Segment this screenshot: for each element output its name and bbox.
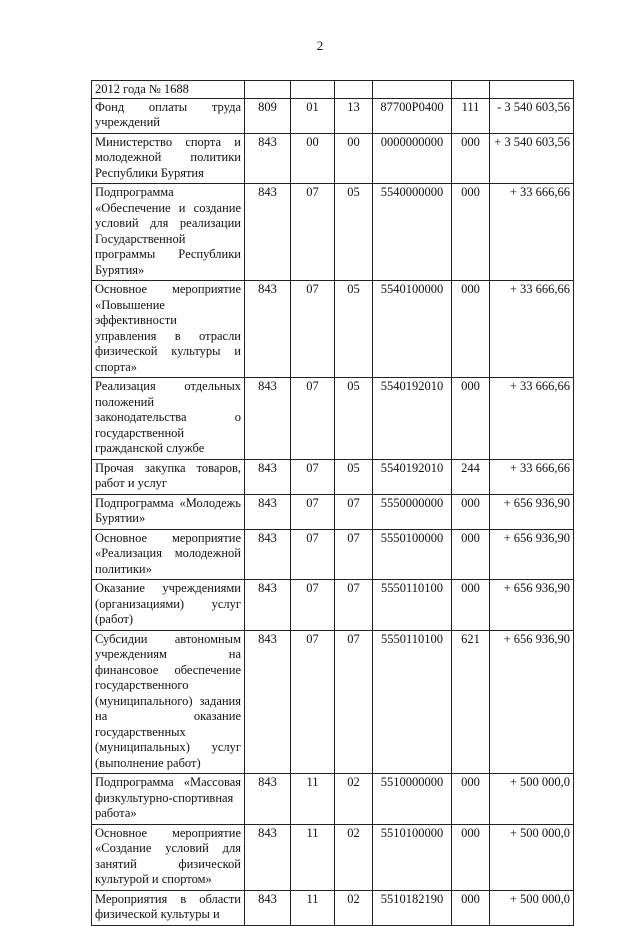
row-target-article-code: 5550110100 <box>373 630 452 774</box>
row-amount: + 500 000,0 <box>490 774 574 825</box>
row-expense-type-code: 000 <box>452 494 490 529</box>
row-name: Подпрограмма «Молодежь Бурятии» <box>92 494 245 529</box>
row-subsection-code: 07 <box>335 580 373 631</box>
row-amount: + 656 936,90 <box>490 630 574 774</box>
empty-cell <box>373 81 452 99</box>
row-amount: + 500 000,0 <box>490 824 574 890</box>
row-subsection-code: 02 <box>335 890 373 925</box>
table-row <box>92 459 574 494</box>
row-target-article-code: 5540192010 <box>373 459 452 494</box>
row-amount: + 500 000,0 <box>490 890 574 925</box>
continuation-row <box>92 81 574 99</box>
row-name: Министерство спорта и молодежной политики Республики Бурятия <box>92 133 245 184</box>
row-expense-type-code: 000 <box>452 184 490 281</box>
row-name: Основное мероприятие «Повышение эффективности управления в отрасли физической культуры и спорта» <box>92 281 245 378</box>
row-subsection-code: 02 <box>335 774 373 825</box>
row-grbs-code: 843 <box>245 580 291 631</box>
row-amount: + 3 540 603,56 <box>490 133 574 184</box>
row-target-article-code: 5510000000 <box>373 774 452 825</box>
row-expense-type-code: 111 <box>452 98 490 133</box>
row-grbs-code: 843 <box>245 184 291 281</box>
empty-cell <box>245 81 291 99</box>
row-subsection-code: 02 <box>335 824 373 890</box>
row-expense-type-code: 621 <box>452 630 490 774</box>
table-row <box>92 630 574 774</box>
row-section-code: 11 <box>291 774 335 825</box>
row-grbs-code: 843 <box>245 630 291 774</box>
row-subsection-code: 05 <box>335 459 373 494</box>
row-name: Основное мероприятие «Создание условий для занятий физической культурой и спортом» <box>92 824 245 890</box>
empty-cell <box>452 81 490 99</box>
table-row <box>92 890 574 925</box>
row-section-code: 07 <box>291 580 335 631</box>
row-amount: - 3 540 603,56 <box>490 98 574 133</box>
row-amount: + 33 666,66 <box>490 281 574 378</box>
table-row <box>92 98 574 133</box>
row-section-code: 11 <box>291 824 335 890</box>
row-grbs-code: 843 <box>245 133 291 184</box>
row-expense-type-code: 244 <box>452 459 490 494</box>
row-grbs-code: 809 <box>245 98 291 133</box>
row-expense-type-code: 000 <box>452 824 490 890</box>
row-target-article-code: 5540000000 <box>373 184 452 281</box>
row-target-article-code: 87700Р0400 <box>373 98 452 133</box>
row-target-article-code: 5540192010 <box>373 378 452 460</box>
row-grbs-code: 843 <box>245 529 291 580</box>
row-name: Оказание учреждениями (организациями) услуг (работ) <box>92 580 245 631</box>
table-row <box>92 494 574 529</box>
row-target-article-code: 0000000000 <box>373 133 452 184</box>
row-section-code: 07 <box>291 184 335 281</box>
row-grbs-code: 843 <box>245 824 291 890</box>
row-section-code: 07 <box>291 494 335 529</box>
row-target-article-code: 5510100000 <box>373 824 452 890</box>
row-expense-type-code: 000 <box>452 580 490 631</box>
table-row <box>92 824 574 890</box>
row-name: Подпрограмма «Обеспечение и создание условий для реализации Государственной программы Республики Бурятия» <box>92 184 245 281</box>
row-grbs-code: 843 <box>245 494 291 529</box>
row-subsection-code: 07 <box>335 494 373 529</box>
table-row <box>92 184 574 281</box>
table-row <box>92 133 574 184</box>
row-name: Подпрограмма «Массовая физкультурно-спортивная работа» <box>92 774 245 825</box>
row-subsection-code: 07 <box>335 529 373 580</box>
table-row <box>92 378 574 460</box>
row-amount: + 33 666,66 <box>490 459 574 494</box>
continuation-text: 2012 года № 1688 <box>92 81 245 99</box>
row-section-code: 07 <box>291 630 335 774</box>
row-expense-type-code: 000 <box>452 281 490 378</box>
empty-cell <box>291 81 335 99</box>
row-grbs-code: 843 <box>245 459 291 494</box>
row-subsection-code: 05 <box>335 378 373 460</box>
row-grbs-code: 843 <box>245 890 291 925</box>
row-target-article-code: 5550100000 <box>373 529 452 580</box>
row-expense-type-code: 000 <box>452 774 490 825</box>
budget-table <box>91 80 574 926</box>
row-subsection-code: 00 <box>335 133 373 184</box>
table-row <box>92 774 574 825</box>
row-target-article-code: 5540100000 <box>373 281 452 378</box>
row-target-article-code: 5550110100 <box>373 580 452 631</box>
row-name: Реализация отдельных положений законодательства о государственной гражданской службе <box>92 378 245 460</box>
row-grbs-code: 843 <box>245 281 291 378</box>
row-name: Основное мероприятие «Реализация молодежной политики» <box>92 529 245 580</box>
row-amount: + 656 936,90 <box>490 580 574 631</box>
row-target-article-code: 5510182190 <box>373 890 452 925</box>
row-expense-type-code: 000 <box>452 890 490 925</box>
row-grbs-code: 843 <box>245 774 291 825</box>
table-row <box>92 281 574 378</box>
row-amount: + 33 666,66 <box>490 184 574 281</box>
row-expense-type-code: 000 <box>452 529 490 580</box>
page-number: 2 <box>316 38 324 53</box>
row-subsection-code: 13 <box>335 98 373 133</box>
table-row <box>92 529 574 580</box>
row-name: Субсидии автономным учреждениям на финансовое обеспечение государственного (муниципального) задания на оказание государственных (муниципальных) услуг (выполнение работ) <box>92 630 245 774</box>
row-amount: + 656 936,90 <box>490 529 574 580</box>
row-section-code: 00 <box>291 133 335 184</box>
empty-cell <box>335 81 373 99</box>
row-subsection-code: 05 <box>335 184 373 281</box>
row-subsection-code: 05 <box>335 281 373 378</box>
row-expense-type-code: 000 <box>452 133 490 184</box>
row-name: Фонд оплаты труда учреждений <box>92 98 245 133</box>
row-grbs-code: 843 <box>245 378 291 460</box>
empty-cell <box>490 81 574 99</box>
row-amount: + 656 936,90 <box>490 494 574 529</box>
row-section-code: 07 <box>291 459 335 494</box>
row-name: Прочая закупка товаров, работ и услуг <box>92 459 245 494</box>
row-name: Мероприятия в области физической культуры и <box>92 890 245 925</box>
row-subsection-code: 07 <box>335 630 373 774</box>
row-section-code: 07 <box>291 529 335 580</box>
row-section-code: 01 <box>291 98 335 133</box>
table-row <box>92 580 574 631</box>
row-section-code: 07 <box>291 281 335 378</box>
row-expense-type-code: 000 <box>452 378 490 460</box>
row-target-article-code: 5550000000 <box>373 494 452 529</box>
row-section-code: 07 <box>291 378 335 460</box>
row-section-code: 11 <box>291 890 335 925</box>
row-amount: + 33 666,66 <box>490 378 574 460</box>
